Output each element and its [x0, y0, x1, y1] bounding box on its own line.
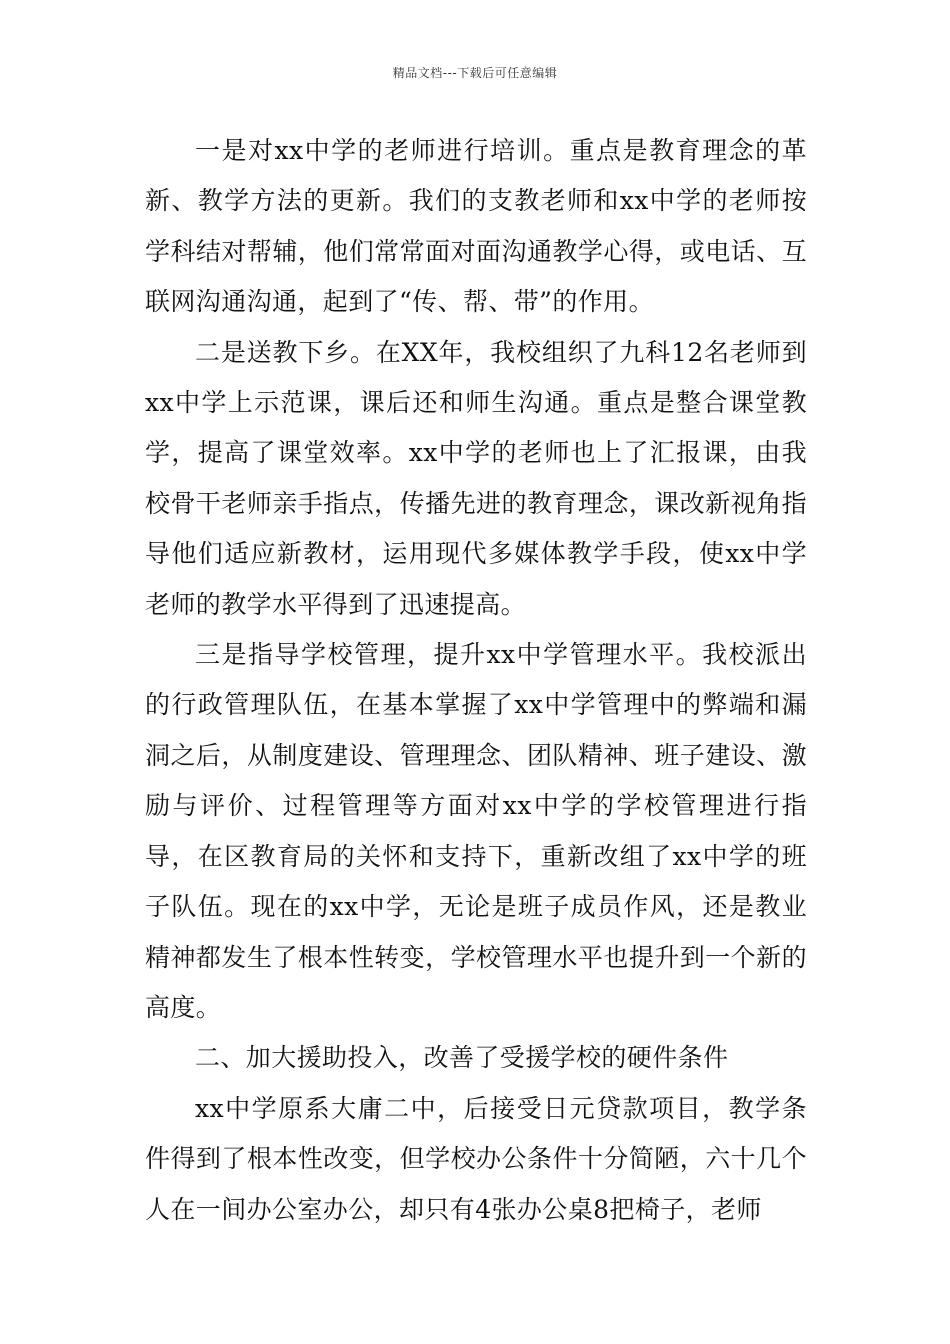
paragraph-teacher-training: 一是对xx中学的老师进行培训。重点是教育理念的革新、教学方法的更新。我们的支教老师和xx中学的老师按学科结对帮辅，他们常常面对面沟通教学心得，或电话、互联网沟通沟通，起到了“传、帮、带”的作用。: [145, 136, 807, 317]
paragraph-school-management: 三是指导学校管理，提升xx中学管理水平。我校派出的行政管理队伍，在基本掌握了xx中学管理中的弊端和漏洞之后，从制度建设、管理理念、团队精神、班子建设、激励与评价、过程管理等方面对xx中学的学校管理进行指导，在区教育局的关怀和支持下，重新改组了xx中学的班子队伍。现在的xx中学，无论是班子成员作风，还是教业精神都发生了根本性转变，学校管理水平也提升到一个新的高度。: [145, 640, 807, 1022]
page-header: 精品文档---下载后可任意编辑: [392, 66, 558, 80]
document-body: [145, 126, 807, 1235]
section-heading: 二、加大援助投入，改善了受援学校的硬件条件: [195, 1043, 729, 1073]
paragraph-send-teaching: 二是送教下乡。在XX年，我校组织了九科12名老师到xx中学上示范课，课后还和师生沟通。重点是整合课堂教学，提高了课堂效率。xx中学的老师也上了汇报课，由我校骨干老师亲手指点，传播先进的教育理念，课改新视角指导他们适应新教材，运用现代多媒体教学手段，使xx中学老师的教学水平得到了迅速提高。: [145, 337, 807, 619]
paragraph-hardware-conditions: xx中学原系大庸二中，后接受日元贷款项目，教学条件得到了根本性改变，但学校办公条件十分简陋，六十几个人在一间办公室办公，却只有4张办公桌8把椅子，老师: [145, 1093, 807, 1224]
